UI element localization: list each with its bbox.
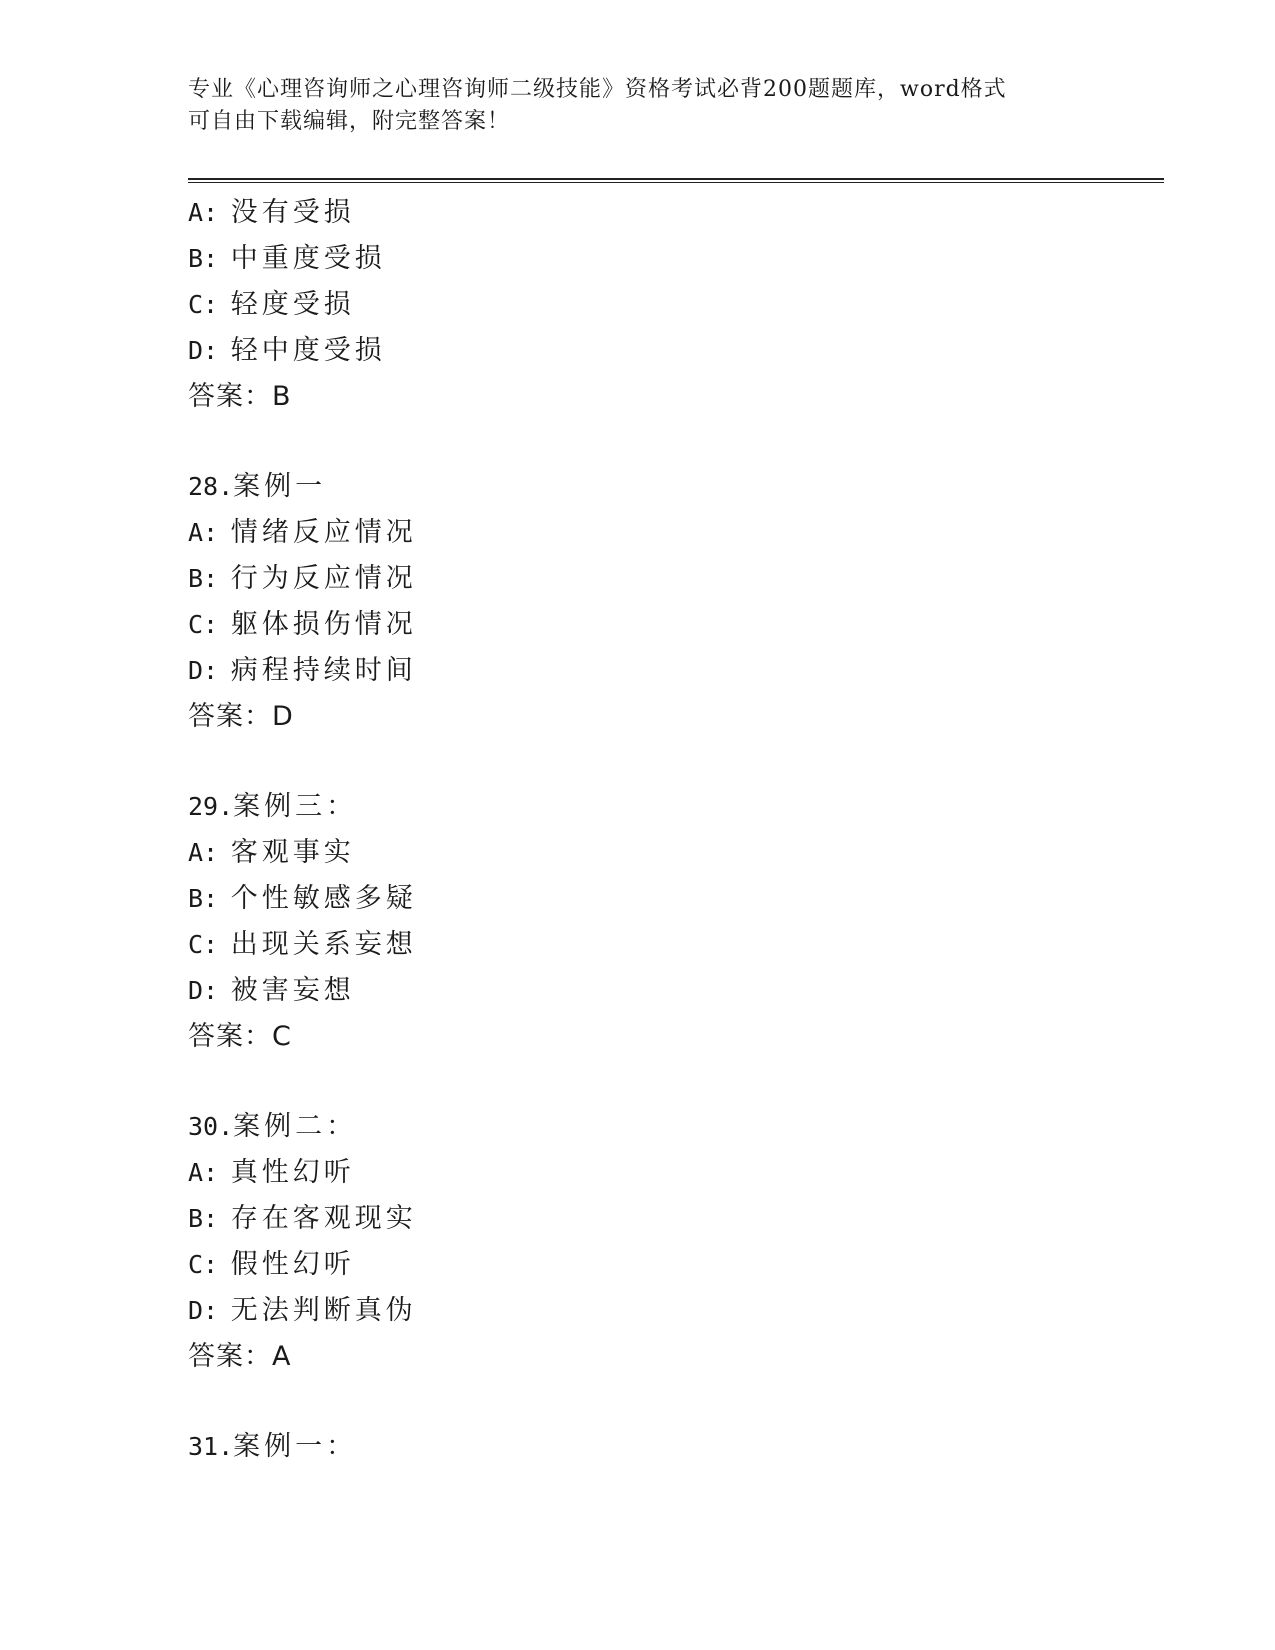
question-text: 案例三： — [233, 791, 358, 822]
option-key: D: — [188, 656, 219, 685]
option-key: C: — [188, 610, 219, 639]
option-text: 存在客观现实 — [230, 1203, 417, 1234]
option-key: A: — [188, 838, 219, 867]
question-block — [188, 190, 1088, 420]
question-title — [188, 464, 1088, 510]
header-line-1: 专业《心理咨询师之心理咨询师二级技能》资格考试必背200题题库，word格式 — [188, 77, 1007, 102]
answer-line: 答案：A — [188, 1341, 292, 1372]
option-key: A: — [188, 518, 219, 547]
question-title — [188, 1104, 1088, 1150]
option-b — [188, 1196, 1088, 1242]
option-a — [188, 830, 1088, 876]
header-divider-thin — [188, 182, 1164, 183]
question-number: 29. — [188, 792, 234, 821]
option-text: 行为反应情况 — [230, 563, 417, 594]
option-b — [188, 236, 1088, 282]
question-text: 案例一： — [233, 1431, 358, 1462]
option-key: B: — [188, 564, 219, 593]
option-text: 客观事实 — [230, 837, 355, 868]
question-title — [188, 784, 1088, 830]
question-text: 案例二： — [233, 1111, 358, 1142]
option-c — [188, 602, 1088, 648]
answer-line: 答案：D — [188, 701, 294, 732]
option-key: A: — [188, 1158, 219, 1187]
option-key: B: — [188, 884, 219, 913]
option-text: 躯体损伤情况 — [230, 609, 417, 640]
option-text: 无法判断真伪 — [230, 1295, 417, 1326]
option-text: 没有受损 — [230, 197, 355, 228]
question-number: 30. — [188, 1112, 234, 1141]
option-text: 轻度受损 — [230, 289, 355, 320]
option-c — [188, 282, 1088, 328]
option-c — [188, 1242, 1088, 1288]
option-text: 假性幻听 — [230, 1249, 355, 1280]
option-b — [188, 876, 1088, 922]
option-a — [188, 190, 1088, 236]
question-text: 案例一 — [233, 471, 327, 502]
option-d — [188, 968, 1088, 1014]
option-text: 被害妄想 — [230, 975, 355, 1006]
question-number: 31. — [188, 1432, 234, 1461]
question-block — [188, 1424, 1088, 1470]
option-key: C: — [188, 290, 219, 319]
option-d — [188, 1288, 1088, 1334]
option-key: D: — [188, 976, 219, 1005]
option-b — [188, 556, 1088, 602]
option-key: A: — [188, 198, 219, 227]
question-block — [188, 464, 1088, 740]
option-a — [188, 510, 1088, 556]
option-key: B: — [188, 244, 219, 273]
question-title — [188, 1424, 1088, 1470]
answer-line: 答案：C — [188, 1021, 292, 1052]
question-number: 28. — [188, 472, 234, 501]
answer-line: 答案：B — [188, 381, 292, 412]
question-list — [188, 190, 1088, 1470]
option-key: C: — [188, 930, 219, 959]
header-divider-thick — [188, 178, 1164, 180]
option-text: 真性幻听 — [230, 1157, 355, 1188]
option-key: C: — [188, 1250, 219, 1279]
option-text: 个性敏感多疑 — [230, 883, 417, 914]
option-key: D: — [188, 1296, 219, 1325]
option-text: 轻中度受损 — [230, 335, 386, 366]
option-d — [188, 328, 1088, 374]
option-a — [188, 1150, 1088, 1196]
question-block — [188, 784, 1088, 1060]
option-text: 中重度受损 — [230, 243, 386, 274]
option-c — [188, 922, 1088, 968]
document-header — [188, 74, 1088, 138]
option-d — [188, 648, 1088, 694]
option-key: D: — [188, 336, 219, 365]
option-text: 情绪反应情况 — [230, 517, 417, 548]
option-text: 出现关系妄想 — [230, 929, 417, 960]
question-block — [188, 1104, 1088, 1380]
option-key: B: — [188, 1204, 219, 1233]
header-line-2: 可自由下载编辑，附完整答案！ — [188, 109, 511, 134]
option-text: 病程持续时间 — [230, 655, 417, 686]
